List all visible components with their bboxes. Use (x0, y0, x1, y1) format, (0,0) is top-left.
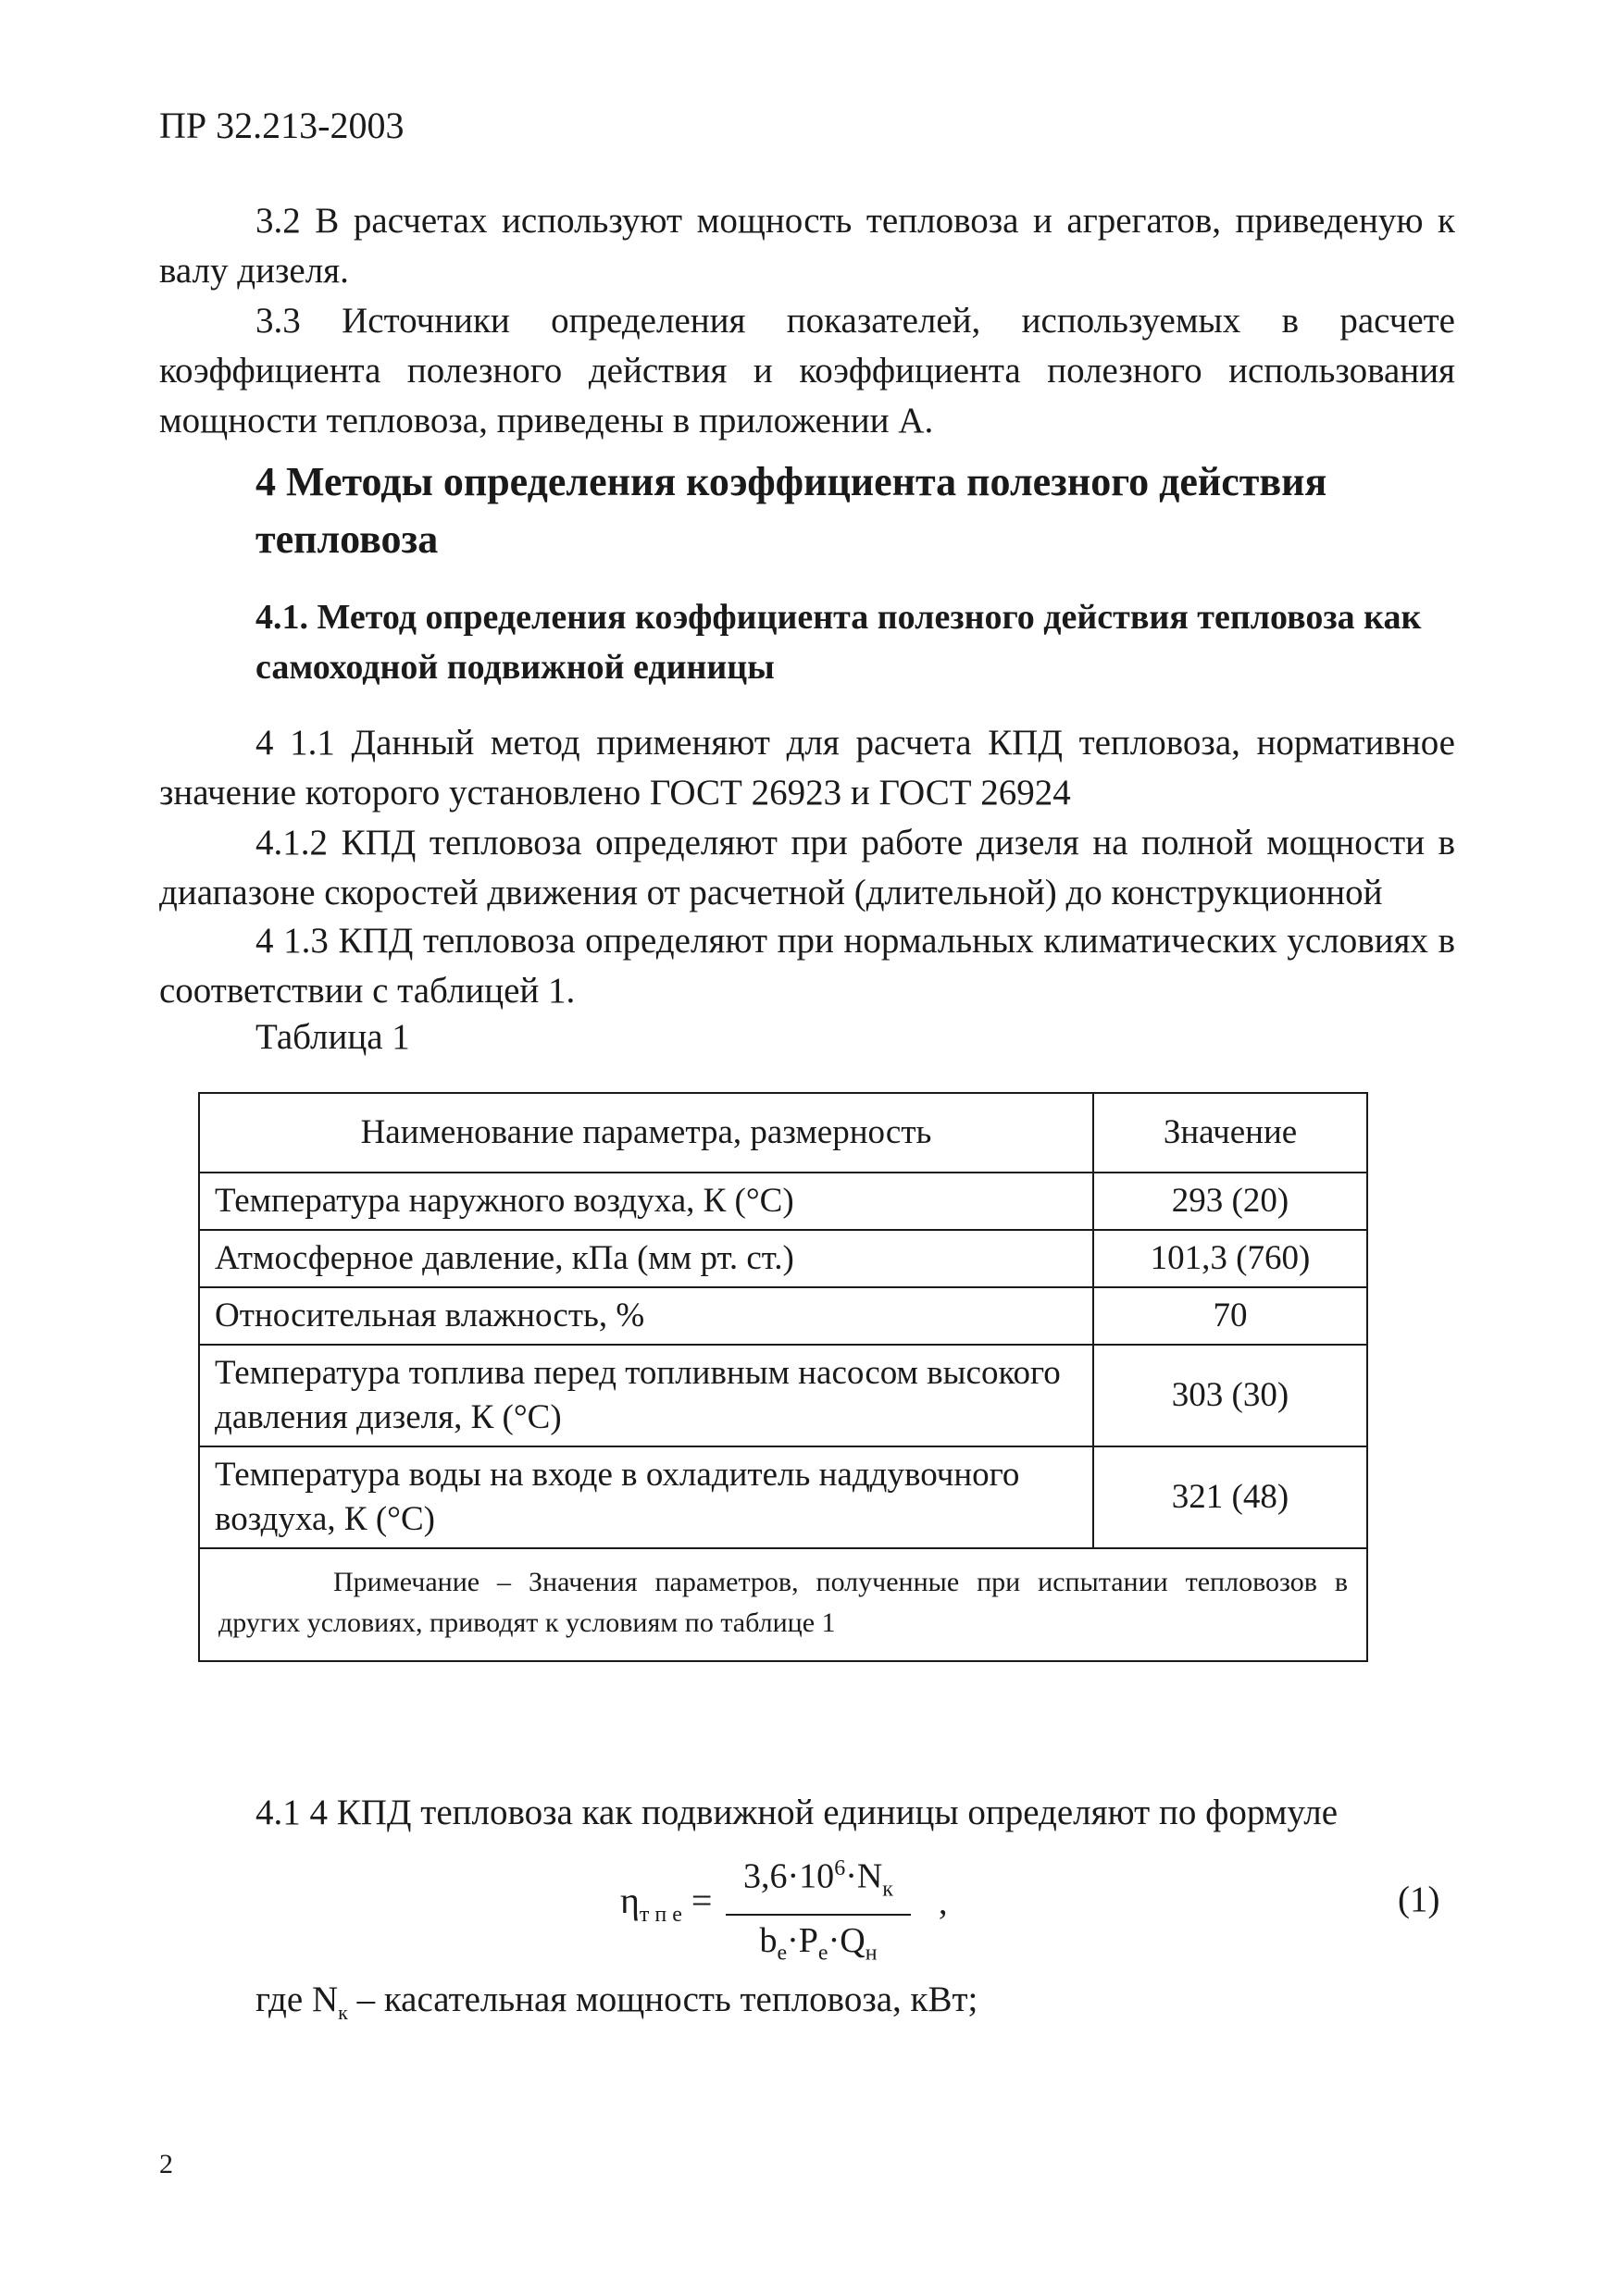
numerator-n: ·N (845, 1856, 883, 1896)
paragraph-4-1-4 (159, 1788, 1455, 1838)
table-row (199, 1173, 1367, 1230)
formula-fraction (726, 1845, 911, 1977)
paragraph-3-3 (159, 296, 1455, 446)
table-note-cell (199, 1548, 1367, 1661)
subsection-heading: 4.1. Метод определения коэффициента полезного действия тепловоза как самоходной подвижной единицы (255, 598, 1422, 687)
param-cell: Относительная влажность, % (199, 1287, 1093, 1345)
table-header-row (199, 1093, 1367, 1173)
formula-equals-sign: = (691, 1880, 713, 1921)
page-number: 2 (159, 2149, 173, 2179)
table-row (199, 1446, 1367, 1548)
where-clause (255, 1979, 978, 2025)
formula-eta-symbol: η (620, 1880, 640, 1921)
header-cell-value: Значение (1093, 1093, 1367, 1173)
table-note-row (199, 1548, 1367, 1661)
denominator-b-subscript: e (777, 1941, 788, 1966)
paragraph-4-1-4-text: 4.1 4 КПД тепловоза как подвижной единицы определяют по формуле (255, 1793, 1339, 1832)
param-cell: Температура топлива перед топливным насосом высокого давления дизеля, К (°С) (199, 1345, 1093, 1446)
fraction-bar (726, 1914, 911, 1916)
param-cell: Температура воды на входе в охладитель наддувочного воздуха, К (°С) (199, 1446, 1093, 1548)
where-text: – касательная мощность тепловоза, кВт; (347, 1980, 978, 2019)
where-subscript: к (338, 2000, 348, 2024)
efficiency-formula (620, 1845, 1453, 1966)
denominator-p: ·P (787, 1921, 818, 1961)
paragraph-3-3-text: 3.3 Источники определения показателей, используемых в расчете коэффициента полезного действия и коэффициента полезного использования мощности тепловоза, приведены в приложении А. (159, 301, 1455, 441)
value-cell: 70 (1093, 1287, 1367, 1345)
param-cell: Атмосферное давление, кПа (мм рт. ст.) (199, 1230, 1093, 1287)
denominator-q: ·Q (828, 1921, 866, 1961)
value-cell: 293 (20) (1093, 1173, 1367, 1230)
numerator-n-subscript: к (882, 1877, 893, 1902)
formula-comma: , (939, 1883, 948, 1922)
paragraph-4-1-3 (159, 916, 1455, 1016)
value-cell: 321 (48) (1093, 1446, 1367, 1548)
denominator-q-subscript: н (865, 1941, 878, 1966)
denominator-p-subscript: e (817, 1941, 828, 1966)
paragraph-4-1-1 (159, 718, 1455, 818)
paragraph-4-1-1-text: 4 1.1 Данный метод применяют для расчета КПД тепловоза, нормативное значение которого установлено ГОСТ 26923 и ГОСТ 26924 (159, 723, 1455, 813)
numerator-exponent: 6 (834, 1856, 846, 1880)
paragraph-4-1-3-text: 4 1.3 КПД тепловоза определяют при нормальных климатических условиях в соответствии с таблицей 1. (159, 921, 1455, 1011)
paragraph-4-1-2-text: 4.1.2 КПД тепловоза определяют при работе дизеля на полной мощности в диапазоне скоростей движения от расчетной (длительной) до конструкционной (159, 823, 1455, 912)
formula-denominator (726, 1917, 911, 1977)
denominator-b: b (759, 1921, 778, 1961)
table-note-text: Примечание – Значения параметров, полученные при испытании тепловозов в других условиях, приводят к условиям по таблице 1 (218, 1567, 1348, 1638)
table-row (199, 1345, 1367, 1446)
table-caption: Таблица 1 (255, 1017, 410, 1057)
paragraph-3-2 (159, 196, 1455, 296)
param-cell: Температура наружного воздуха, К (°С) (199, 1173, 1093, 1230)
table-row (199, 1287, 1367, 1345)
header-cell-param: Наименование параметра, размерность (199, 1093, 1093, 1173)
paragraph-4-1-2 (159, 818, 1455, 918)
section-heading: 4 Методы определения коэффициента полезного действия тепловоза (255, 459, 1327, 562)
climate-conditions-table (198, 1092, 1368, 1662)
numerator-coefficient: 3,6·10 (743, 1856, 835, 1896)
formula-number: (1) (1398, 1880, 1440, 1919)
where-prefix: где N (255, 1980, 339, 2019)
value-cell: 303 (30) (1093, 1345, 1367, 1446)
paragraph-3-2-text: 3.2 В расчетах используют мощность тепловоза и агрегатов, приведеную к валу дизеля. (159, 201, 1455, 291)
formula-eta-subscript: т п е (639, 1903, 682, 1927)
formula-numerator (726, 1845, 911, 1912)
formula-lhs (620, 1879, 712, 1928)
document-code-header: ПР 32.213-2003 (159, 105, 405, 146)
table-row (199, 1230, 1367, 1287)
value-cell: 101,3 (760) (1093, 1230, 1367, 1287)
